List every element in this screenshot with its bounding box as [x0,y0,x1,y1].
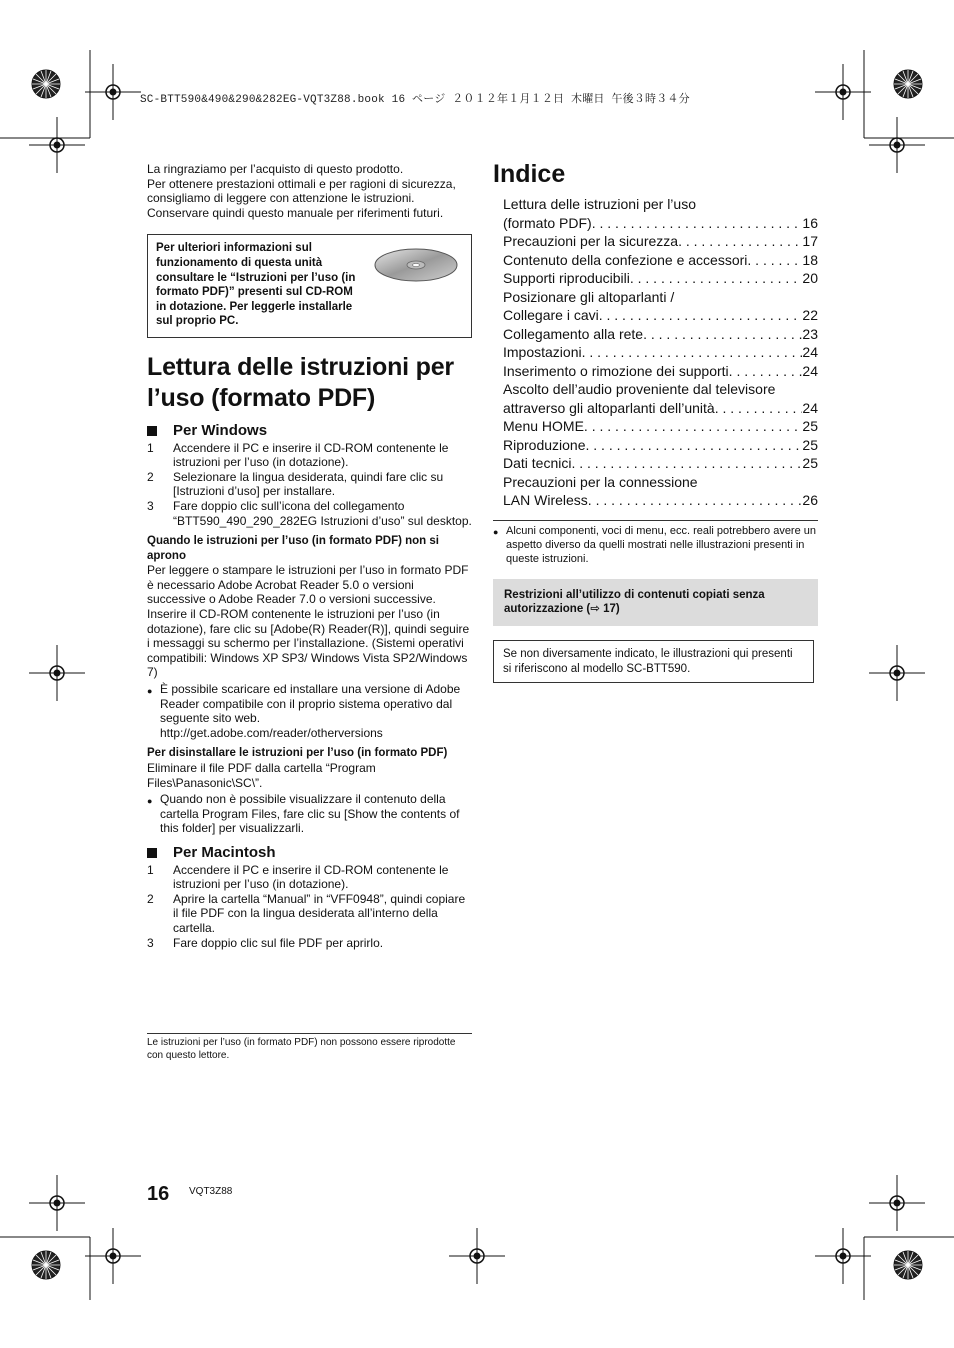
list-item: 1 Accendere il PC e inserire il CD-ROM contenente le istruzioni per l’uso (in dotazione). [147,862,449,892]
mac-heading: Per Macintosh [147,846,472,861]
toc-item-page: 25 [802,455,818,471]
toc-item-page: 26 [802,492,818,508]
bullet-icon: ● [493,526,499,537]
toc-item-label: Impostazioni [503,344,582,360]
toc-item[interactable] [503,232,818,251]
list-item: 1 Accendere il PC e inserire il CD-ROM contenente le istruzioni per l’uso (in dotazione). [147,440,449,470]
toc-item-page: 25 [802,436,818,453]
toc-item-label: Collegare i cavi [503,307,599,323]
toc-item-line: Posizionare gli altoparlanti / [503,288,675,305]
windows-heading: Per Windows [147,424,472,439]
not-open-heading: Quando le istruzioni per l’uso (in formato PDF) non si aprono [147,535,439,562]
toc-item[interactable] [503,436,818,455]
toc-item[interactable] [503,214,818,233]
toc-item[interactable] [503,269,818,288]
toc-leader [571,454,802,473]
list-item: 2 Selezionare la lingua desiderata, quindi fare clic su [Istruzioni d’uso] per installare. [147,469,444,499]
intro-line: La ringraziamo per l’acquisto di questo prodotto. [147,162,404,176]
toc-item[interactable] [503,454,818,473]
printer-header: SC-BTT590&490&290&282EG-VQT3Z88.book 16 ページ ２０１２年１月１２日 木曜日 午後３時３４分 [140,94,690,106]
toc-item-page: 24 [802,399,818,416]
toc-item[interactable] [503,343,818,362]
windows-steps [147,441,472,529]
left-column [147,162,472,950]
divider [493,520,818,521]
toc-item-line: Lettura delle istruzioni per l’uso [503,196,696,212]
toc-item-label: Dati tecnici [503,455,572,471]
toc-leader [586,436,803,455]
toc-item[interactable] [503,325,818,344]
toc-item[interactable] [503,399,818,418]
toc-leader [582,343,803,362]
toc-item-page: 24 [802,344,818,360]
square-bullet-icon [147,426,157,436]
pdf-info-text: Per ulteriori informazioni sul funzionamento di questa unità consultare le “Istruzioni per l’uso (in formato PDF)” presenti sul CD-ROM in dotazione. Per leggerle installarle sul proprio PC. [156,242,356,328]
toc-leader [729,362,803,381]
uninstall-heading: Per disinstallare le istruzioni per l’uso (in formato PDF) [147,747,448,760]
mac-steps [147,863,472,951]
toc-leader [747,251,802,270]
toc-item[interactable] [503,491,818,510]
toc-leader [584,417,803,436]
toc-item[interactable] [503,251,818,270]
toc-item-line: Precauzioni per la connessione [503,473,698,490]
left-footnote: Le istruzioni per l’uso (in formato PDF) non possono essere riprodotte con questo lettore. [147,1033,472,1062]
toc-item-label: Contenuto della confezione e accessori [503,251,748,268]
toc-item-page: 24 [802,362,818,379]
toc-item[interactable] [503,417,818,436]
toc-item-label: Riproduzione [503,436,586,453]
toc-item-label: Supporti riproducibili [503,270,630,286]
toc-item[interactable] [503,362,818,381]
toc-item-page: 16 [802,214,818,231]
toc-item-label: (formato PDF) [503,214,592,231]
toc-item-label: attraverso gli altoparlanti dell’unità [503,399,715,416]
illustration-note: ● Alcuni componenti, voci di menu, ecc. reali potrebbero avere un aspetto diverso da quelli mostrati nelle illustrazioni presenti in queste istruzioni. [493,524,817,566]
table-of-contents [493,195,818,510]
toc-leader [678,232,802,251]
toc-item-page: 22 [802,307,818,323]
toc-leader [592,214,803,233]
restriction-box: Restrizioni all’utilizzo di contenuti copiati senza autorizzazione (⇨ 17) [493,579,818,626]
cd-rom-icon [373,247,459,283]
toc-item-label: Menu HOME [503,418,584,434]
not-open-text: Per leggere o stampare le istruzioni per l’uso in formato PDF è necessario Adobe Acrobat Reader 5.0 o versioni successive o Adobe Reader 7.0 o versioni successive. Inserire il CD-ROM contenente le istruzioni per l’uso (in dotazione), fare clic su [Adobe(R) Reader(R)], quindi seguire i messaggi su schermo per l’installazione. (Sistemi operativi compatibili: Windows XP SP3/ Windows Vista SP2/Windows 7) [147,563,470,680]
intro-line: Per ottenere prestazioni ottimali e per ragioni di sicurezza, consigliamo di leggere con attenzione le istruzioni. [147,176,456,206]
square-bullet-icon [147,848,157,858]
pdf-info-box [147,234,472,338]
toc-leader [715,399,803,418]
uninstall-text: Eliminare il file PDF dalla cartella “Program Files\Panasonic\SC\”. [147,761,376,790]
toc-item-page: 23 [802,325,818,342]
list-item: 3 Fare doppio clic sul file PDF per aprirlo. [147,935,384,950]
toc-item-line: Ascolto dell’audio proveniente dal televisore [503,381,776,397]
toc-item-label: Precauzioni per la sicurezza [503,233,679,249]
toc-item-page: 18 [802,251,818,268]
list-item: 2 Aprire la cartella “Manual” in “VFF0948”, quindi copiare il file PDF con la lingua desiderata all’interno della cartella. [147,891,466,935]
toc-item-page: 25 [802,418,818,434]
right-column [493,160,818,683]
toc-leader [599,306,803,325]
bullet-icon: ● [147,796,153,807]
toc-item-label: LAN Wireless [503,492,588,508]
section-title: Lettura delle istruzioni per l’uso (formato PDF) [147,352,454,412]
index-title: Indice [493,160,566,188]
toc-leader [630,269,803,288]
intro-line: Conservare quindi questo manuale per riferimenti futuri. [147,205,444,220]
toc-item-label: Collegamento alla rete [503,325,644,342]
page-number: 16 [147,1183,170,1205]
intro [147,162,472,220]
toc-item-page: 20 [802,270,818,286]
toc-item[interactable] [503,306,818,325]
bullet-icon: ● [147,686,153,697]
bullet-item: ● È possibile scaricare ed installare una versione di Adobe Reader compatibile con il proprio sistema operativo dal seguente sito web. http://get.adobe.com/reader/otherversions [147,682,461,740]
toc-leader [588,491,803,510]
toc-leader [643,325,802,344]
bullet-item: ● Quando non è possibile visualizzare il contenuto della cartella Program Files, fare clic su [Show the contents of this folder] per visualizzarli. [147,792,460,836]
toc-item-label: Inserimento o rimozione dei supporti [503,362,729,379]
document-code: VQT3Z88 [189,1186,233,1197]
list-item: 3 Fare doppio clic sull’icona del collegamento “BTT590_490_290_282EG Istruzioni d’uso” sul desktop. [147,498,472,528]
model-note-box: Se non diversamente indicato, le illustrazioni qui presenti si riferiscono al modello SC-BTT590. [493,640,814,683]
toc-item-page: 17 [802,233,818,249]
